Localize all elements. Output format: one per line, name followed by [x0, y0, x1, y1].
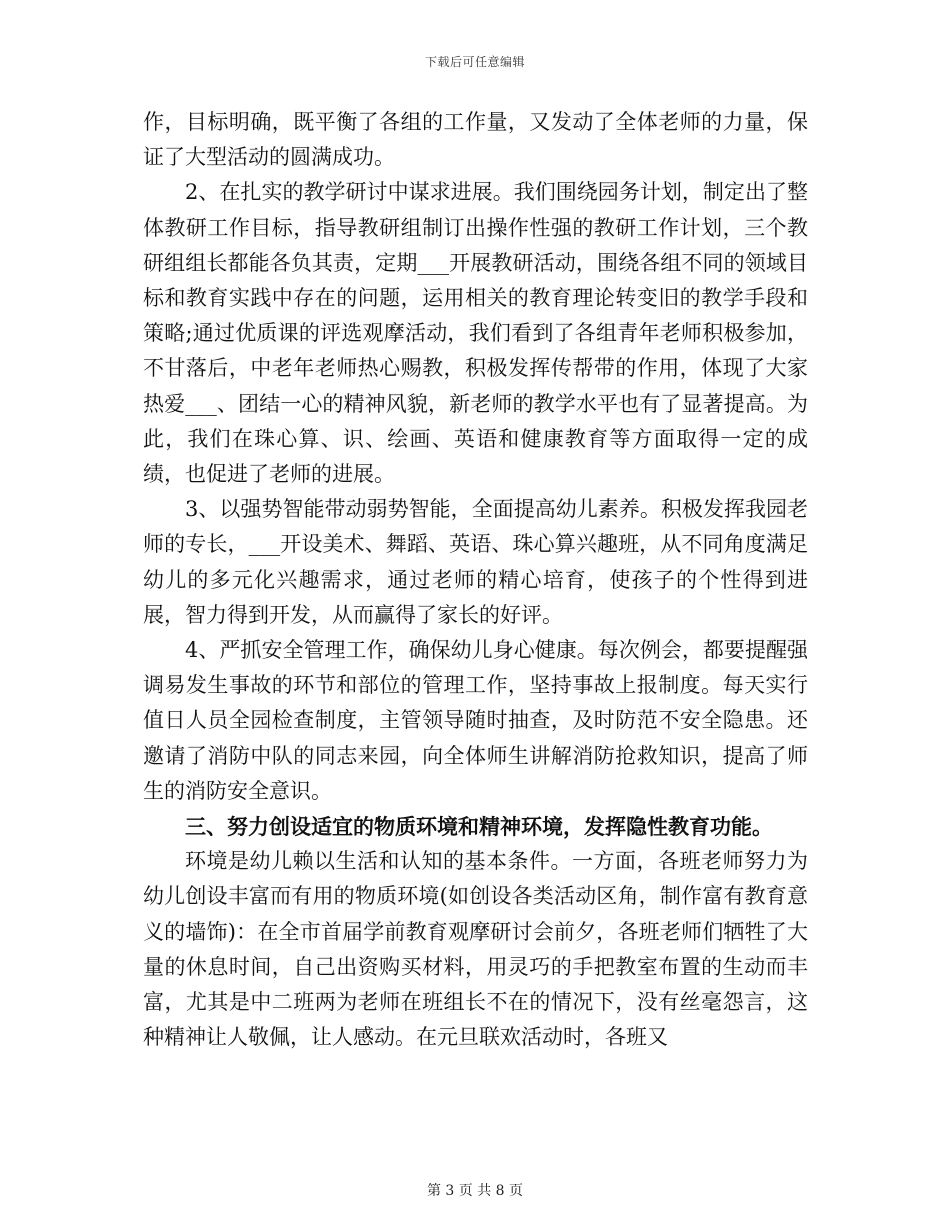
page-footer: 第 3 页 共 8 页 [426, 1183, 524, 1199]
document-body [143, 105, 808, 1055]
paragraph-environment: 环境是幼儿赖以生活和认知的基本条件。一方面，各班老师努力为幼儿创设丰富而有用的物质环境(如创设各类活动区角，制作富有教育意义的墙饰)：在全市首届学前教育观摩研讨会前夕，各班老师们牺牲了大量的休息时间，自己出资购买材料，用灵巧的手把教室布置的生动而丰富，尤其是中二班两为老师在班组长不在的情况下，没有丝毫怨言，这种精神让人敬佩，让人感动。在元旦联欢活动时，各班又 [143, 849, 808, 1050]
section-heading-environment: 三、努力创设适宜的物质环境和精神环境，发挥隐性教育功能。 [185, 814, 773, 840]
paragraph-safety-management: 4、严抓安全管理工作，确保幼儿身心健康。每次例会，都要提醒强调易发生事故的环节和部位的管理工作，坚持事故上报制度。每天实行值日人员全园检查制度，主管领导随时抽查，及时防范不安全隐患。还邀请了消防中队的同志来园，向全体师生讲解消防抢救知识，提高了师生的消防安全意识。 [143, 638, 808, 803]
paragraph-child-quality: 3、以强势智能带动弱势智能，全面提高幼儿素养。积极发挥我园老师的专长，___开设美术、舞蹈、英语、珠心算兴趣班，从不同角度满足幼儿的多元化兴趣需求，通过老师的精心培育，使孩子的个性得到进展，智力得到开发，从而赢得了家长的好评。 [143, 497, 808, 627]
page-header: 下载后可任意编辑 [424, 55, 525, 69]
paragraph-continuation: 作，目标明确，既平衡了各组的工作量，又发动了全体老师的力量，保证了大型活动的圆满成功。 [143, 110, 808, 170]
paragraph-teaching-research: 2、在扎实的教学研讨中谋求进展。我们围绕园务计划，制定出了整体教研工作目标，指导教研组制订出操作性强的教研工作计划，三个教研组组长都能各负其责，定期___开展教研活动，围绕各组不同的领域目标和教育实践中存在的问题，运用相关的教育理论转变旧的教学手段和策略;通过优质课的评选观摩活动，我们看到了各组青年老师积极参加，不甘落后，中老年老师热心赐教，积极发挥传帮带的作用，体现了大家热爱___、团结一心的精神风貌，新老师的教学水平也有了显著提高。为此，我们在珠心算、识、绘画、英语和健康教育等方面取得一定的成绩，也促进了老师的进展。 [143, 180, 808, 487]
